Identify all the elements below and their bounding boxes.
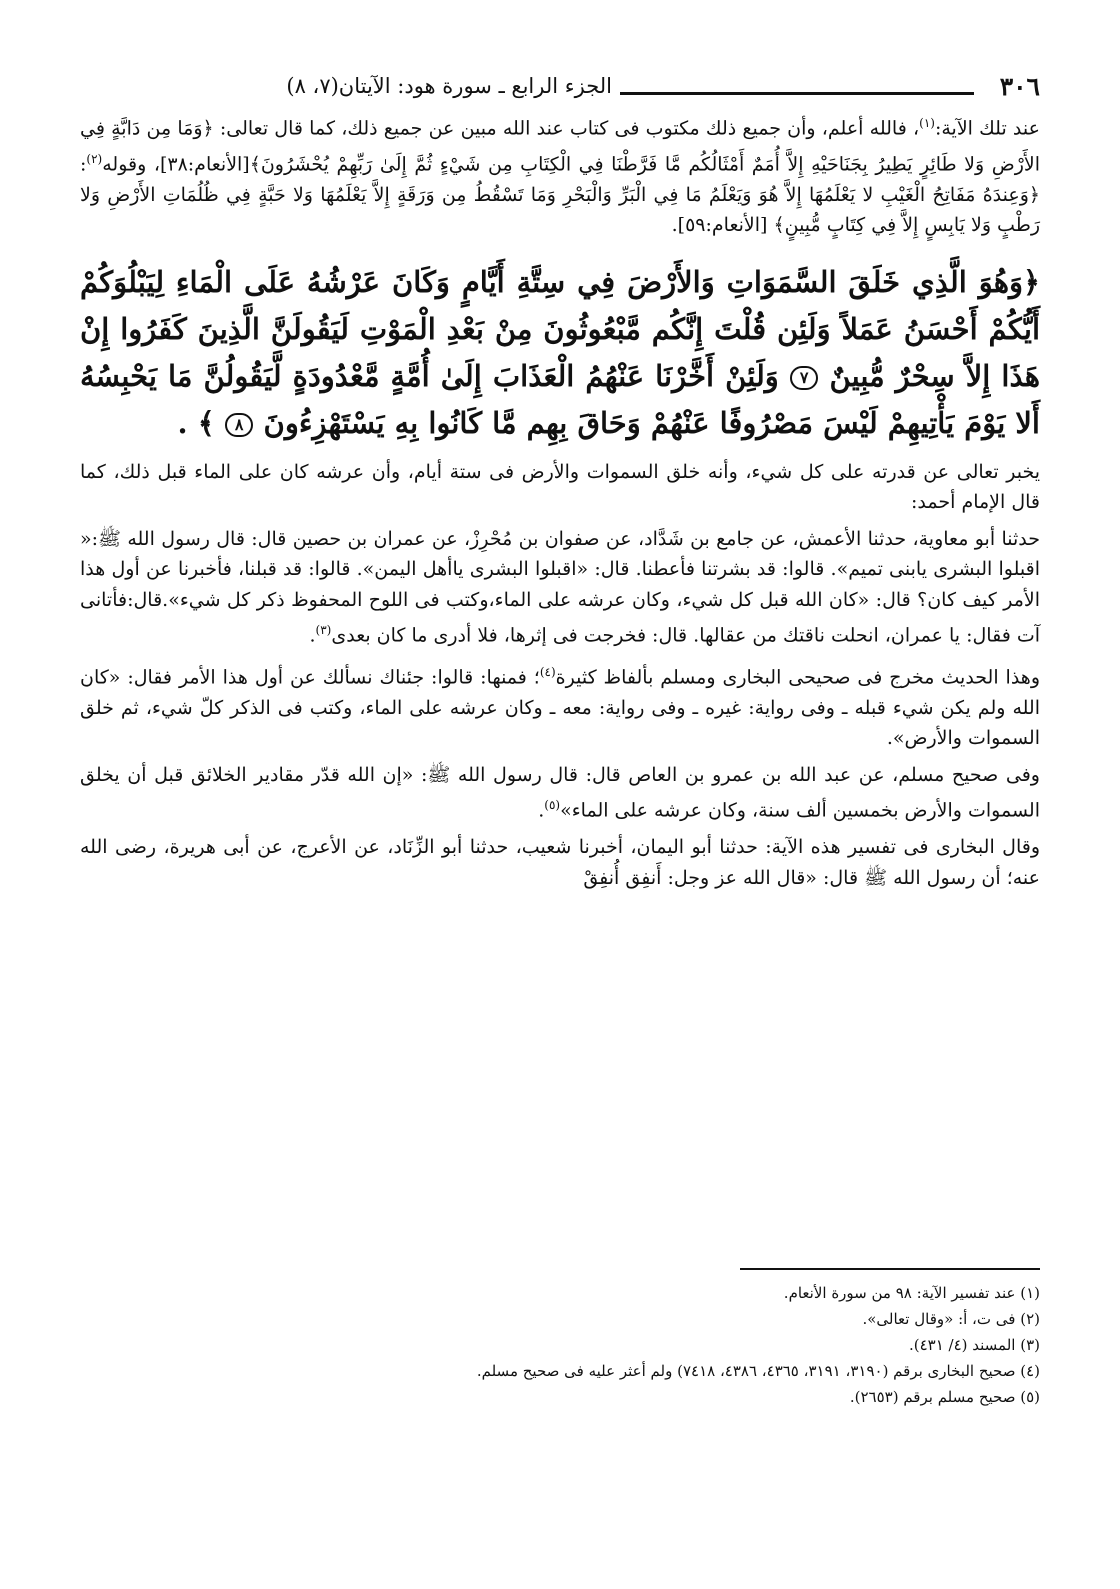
running-header — [80, 70, 1040, 108]
footnote-item: (٢) فى ت، أ: «وقال تعالى». — [862, 1310, 1040, 1328]
intro-text-cont: ، فالله أعلم، وأن جميع ذلك مكتوب فى كتاب عند الله مبين عن جميع ذلك، كما قال تعالى: ﴿وَمَا مِن دَابَّةٍ فِي الأَرْضِ وَلا طَائِرٍ يَطِيرُ بِجَنَاحَيْهِ إِلاَّ أُمَمٌ أَمْثَالُكُم مَّا فَرَّطْنَا فِي الْكِتَابِ مِن شَيْءٍ ثُمَّ إِلَىٰ رَبِّهِمْ يُحْشَرُونَ﴾[الأنعام:٣٨]، وقوله — [80, 117, 1040, 176]
footnote-item: (١) عند تفسير الآية: ٩٨ من سورة الأنعام. — [783, 1284, 1040, 1302]
commentary-text: وهذا الحديث مخرج فى صحيحى البخارى ومسلم بألفاظ كثيرة — [555, 666, 1040, 689]
footnote-ref: (٥) — [544, 798, 561, 813]
footnote-rule — [740, 1268, 1040, 1270]
commentary-paragraph — [80, 657, 1040, 754]
verse-text — [80, 259, 1040, 447]
verse-close: ﴾ . — [177, 405, 215, 440]
commentary-text: ؛ فمنها: قالوا: جئناك نسألك عن أول هذا الأمر فقال: «كان الله ولم يكن شيء قبله ـ وفى رواية: غيره ـ وفى رواية: معه ـ وكان عرشه على الماء، وكتب فى الذكر كلّ شيء، ثم خلق السموات والأرض». — [80, 666, 1040, 750]
footnotes — [80, 1280, 1040, 1410]
verse-number-marker: ٨ — [225, 413, 254, 437]
hadith-text: حدثنا أبو معاوية، حدثنا الأعمش، عن جامع بن شَدَّاد، عن صفوان بن مُحْرِزْ، عن عمران بن حصين قال: قال رسول الله ﷺ:« اقبلوا البشرى يابنى تميم». قالوا: قد بشرتنا فأعطنا. قال: «اقبلوا البشرى ياأهل اليمن». قالوا: قد قبلنا، فأخبرنا عن أول هذا الأمر كيف كان؟ قال: «كان الله قبل كل شيء، وكان عرشه على الماء،وكتب فى اللوح المحفوظ ذكر كل شيء».قال:فأتانى آت فقال: يا عمران، انحلت ناقتك من عقالها. قال: فخرجت فى إثرها، فلا أدرى ما كان بعدى — [80, 527, 1040, 647]
quran-verse-block — [80, 259, 1040, 447]
commentary-paragraph — [80, 760, 1040, 826]
commentary-paragraph: يخبر تعالى عن قدرته على كل شيء، وأنه خلق السموات والأرض فى ستة أيام، وأن عرشه كان على الماء قبل ذلك، كما قال الإمام أحمد: — [80, 460, 1040, 514]
verse-number-marker: ٧ — [790, 366, 819, 390]
verse-part: ﴿وَهُوَ الَّذِي خَلَقَ السَّمَوَاتِ وَالأَرْضَ فِي سِتَّةِ أَيَّامٍ وَكَانَ عَرْشُهُ عَلَى الْمَاءِ لِيَبْلُوَكُمْ أَيُّكُمْ أَحْسَنُ عَمَلاً وَلَئِن قُلْتَ إِنَّكُم مَّبْعُوثُونَ مِنْ بَعْدِ الْمَوْتِ لَيَقُولَنَّ الَّذِينَ كَفَرُوا إِنْ هَذَا إِلاَّ سِحْرٌ مُّبِينٌ — [80, 264, 1040, 393]
footnote-ref: (٣) — [315, 623, 332, 638]
footnote-item: (٤) صحيح البخارى برقم (٣١٩٠، ٣١٩١، ٤٣٦٥، ٤٣٨٦، ٧٤١٨) ولم أعثر عليه فى صحيح مسلم. — [476, 1362, 1040, 1380]
footnote-ref: (٤) — [539, 664, 556, 679]
verse-part: وَلَئِنْ أَخَّرْنَا عَنْهُمُ الْعَذَابَ إِلَىٰ أُمَّةٍ مَّعْدُودَةٍ لَّيَقُولُنَّ مَا يَحْبِسُهُ أَلا يَوْمَ يَأْتِيهِمْ لَيْسَ مَصْرُوفًا عَنْهُمْ وَحَاقَ بِهِم مَّا كَانُوا بِهِ يَسْتَهْزِءُونَ — [80, 358, 1040, 440]
page-number: ٣٠٦ — [999, 72, 1040, 101]
footnote-item: (٥) صحيح مسلم برقم (٢٦٥٣). — [849, 1388, 1040, 1406]
commentary-paragraph: وقال البخارى فى تفسير هذه الآية: حدثنا أبو اليمان، أخبرنا شعيب، حدثنا أبو الزِّنَاد، عن الأعرج، عن أبى هريرة، رضى الله عنه؛ أن رسول الله ﷺ قال: «قال الله عز وجل: أَنفِق أُنفِقْ — [80, 836, 1041, 889]
intro-block — [80, 108, 1040, 241]
intro-paragraph — [80, 108, 1040, 241]
intro-text: عند تلك الآية: — [934, 117, 1040, 140]
footnote-item: (٣) المسند (٤/ ٤٣١). — [908, 1336, 1040, 1354]
header-rule — [620, 92, 974, 95]
footnote-ref: (٢) — [86, 151, 103, 166]
commentary-text: وفى صحيح مسلم، عن عبد الله بن عمرو بن العاص قال: قال رسول الله ﷺ: «إن الله قدّر مقادير الخلائق قبل أن يخلق السموات والأرض بخمسين ألف سنة، وكان عرشه على الماء» — [80, 763, 1040, 822]
punct: . — [309, 624, 316, 647]
footnote-ref: (١) — [919, 116, 935, 130]
running-title: الجزء الرابع ـ سورة هود: الآيتان(٧، ٨) — [286, 74, 612, 98]
hadith-paragraph — [80, 524, 1040, 651]
intro-text-end: : ﴿وَعِندَهُ مَفَاتِحُ الْغَيْبِ لا يَعْلَمُهَا إِلاَّ هُوَ وَيَعْلَمُ مَا فِي الْبَرِّ وَالْبَحْرِ وَمَا تَسْقُطُ مِن وَرَقَةٍ إِلاَّ يَعْلَمُهَا وَلا حَبَّةٍ فِي ظُلُمَاتِ الأَرْضِ وَلا رَطْبٍ وَلا يَابِسٍ إِلاَّ فِي كِتَابٍ مُّبِينٍ﴾ [الأنعام:٥٩]. — [80, 153, 1040, 237]
punct: . — [538, 799, 545, 822]
commentary-block — [80, 457, 1040, 893]
